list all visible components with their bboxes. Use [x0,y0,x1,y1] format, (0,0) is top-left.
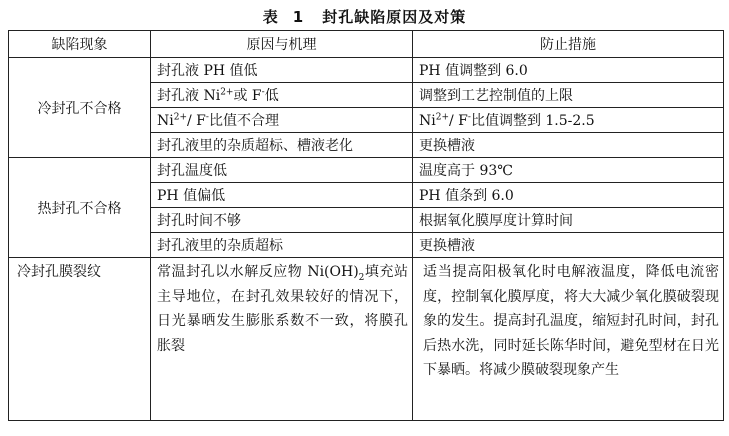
defect-table [8,30,724,421]
table-number: 1 [292,8,305,26]
cause-superscript: - [205,112,209,123]
cause-cell: 封孔时间不够 [151,208,413,233]
table-row [9,158,724,183]
cause-text: 常温封孔以水解反应物 Ni(OH) [157,264,359,280]
cause-text: 低 [264,88,279,104]
cause-cell: 封孔液 PH 值低 [151,58,413,83]
header-row [9,31,724,58]
remedy-cell: 根据氧化膜厚度计算时间 [413,208,724,233]
table-title [0,6,729,27]
cause-text: / F [187,113,206,129]
remedy-superscript: - [467,112,471,123]
table-label: 表 [262,8,279,26]
remedy-text: Ni [419,113,436,129]
header-cause: 原因与机理 [151,31,413,58]
remedy-cell: 调整到工艺控制值的上限 [413,83,724,108]
remedy-cell [413,108,724,133]
cause-text: Ni [157,113,174,129]
table-caption: 封孔缺陷原因及对策 [322,8,467,26]
cause-cell [151,258,413,421]
cause-cell [151,83,413,108]
cause-cell: 封孔液里的杂质超标 [151,233,413,258]
cause-cell [151,108,413,133]
remedy-cell: 适当提高阳极氧化时电解液温度，降低电流密度，控制氧化膜厚度，将大大减少氧化膜破裂现象的发生。提高封孔温度，缩短封孔时间，封孔后热水洗，同时延长陈华时间，避免型材在日光下暴晒。将减少膜破裂现象产生 [413,258,724,421]
remedy-cell: 更换槽液 [413,233,724,258]
cause-subscript: 2 [358,272,365,283]
cause-cell: 封孔温度低 [151,158,413,183]
cause-superscript: - [261,87,265,98]
remedy-cell: PH 值调整到 6.0 [413,58,724,83]
remedy-cell: 温度高于 93℃ [413,158,724,183]
header-defect: 缺陷现象 [9,31,151,58]
cause-text: 填充站主导地位，在封孔效果较好的情况下，日光暴晒发生膨胀系数不一致，将膜孔胀裂 [157,264,408,354]
defect-hot-sealing: 热封孔不合格 [9,158,151,258]
header-remedy: 防止措施 [413,31,724,58]
cause-text: 或 F [233,88,262,104]
cause-text: 封孔液 Ni [157,88,221,104]
remedy-cell: PH 值条到 6.0 [413,183,724,208]
cause-text: 比值不合理 [208,113,279,129]
remedy-text: / F [449,113,468,129]
cause-cell: 封孔液里的杂质超标、槽液老化 [151,133,413,158]
table-row [9,258,724,421]
cause-cell: PH 值偏低 [151,183,413,208]
defect-film-crack: 冷封孔膜裂纹 [9,258,151,421]
cause-superscript: 2+ [220,87,234,98]
table-row [9,58,724,83]
defect-cold-sealing: 冷封孔不合格 [9,58,151,158]
cause-superscript: 2+ [173,112,188,123]
remedy-text: 比值调整到 1.5-2.5 [470,113,595,129]
remedy-superscript: 2+ [435,112,450,123]
remedy-cell: 更换槽液 [413,133,724,158]
